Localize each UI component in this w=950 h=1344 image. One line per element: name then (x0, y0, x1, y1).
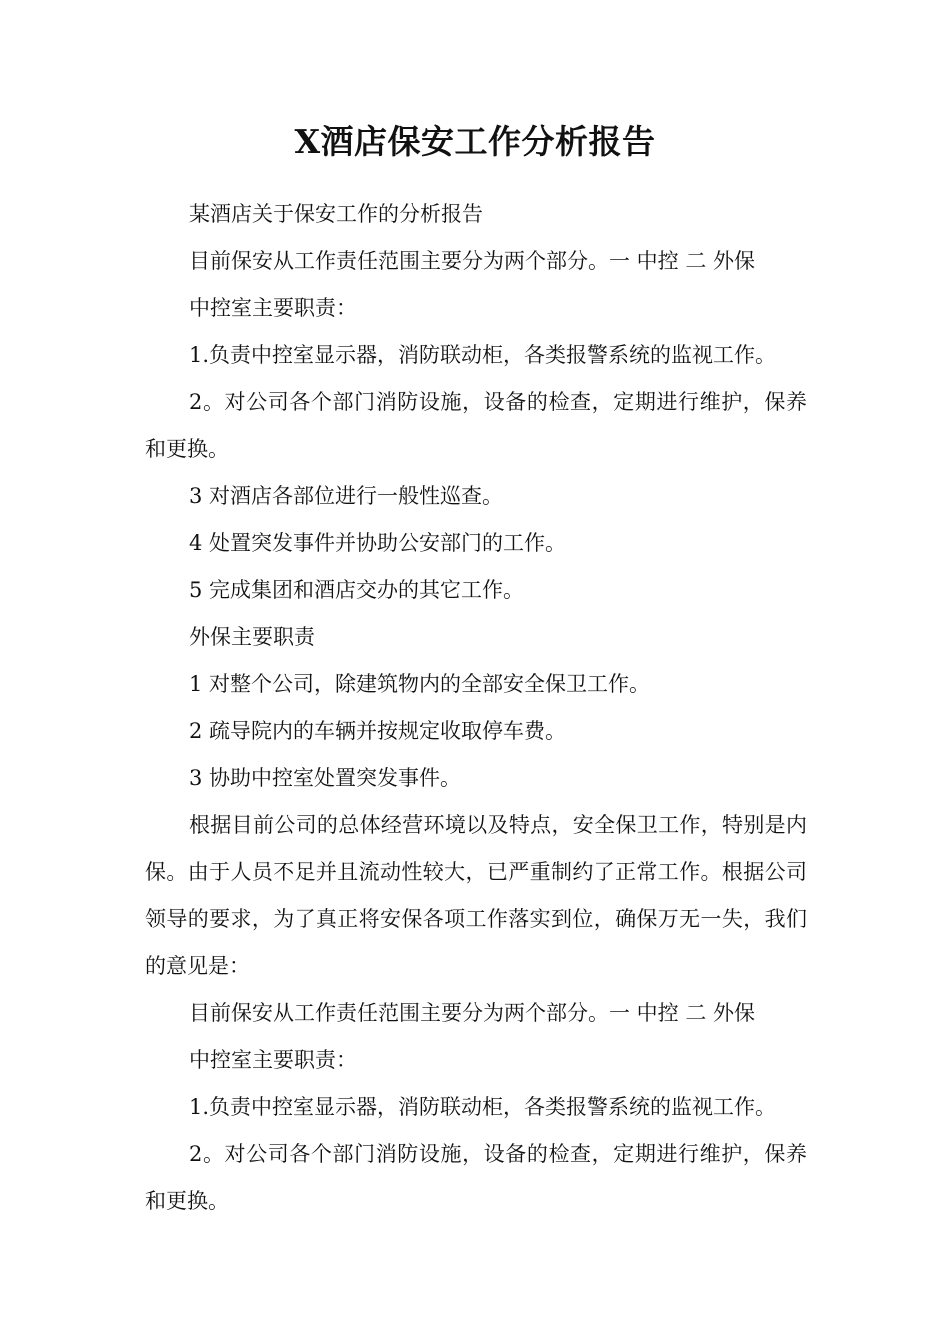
paragraph-control-room-heading: 中控室主要职责： (189, 296, 357, 320)
paragraph-control-duty-5: 5 完成集团和酒店交办的其它工作。 (189, 578, 525, 602)
paragraph-control-duty-1: 1.负责中控室显示器，消防联动柜，各类报警系统的监视工作。 (189, 343, 777, 367)
paragraph-analysis: 根据目前公司的总体经营环境以及特点，安全保卫工作，特别是内保。由于人员不足并且流动性较大，已严重制约了正常工作。根据公司领导的要求，为了真正将安保各项工作落实到位，确保万无一失，我们的意见是： (145, 813, 807, 978)
paragraph-control-duty-4: 4 处置突发事件并协助公安部门的工作。 (189, 531, 567, 555)
document-title: X酒店保安工作分析报告 (294, 122, 656, 161)
document-body (145, 191, 807, 1225)
paragraph-external-duty-1: 1 对整个公司，除建筑物内的全部安全保卫工作。 (189, 672, 651, 696)
paragraph-control-room-heading-repeat: 中控室主要职责： (189, 1048, 357, 1072)
paragraph-external-duty-3: 3 协助中控室处置突发事件。 (189, 766, 462, 790)
paragraph-control-duty-1-repeat: 1.负责中控室显示器，消防联动柜，各类报警系统的监视工作。 (189, 1095, 777, 1119)
paragraph-control-duty-2: 2。对公司各个部门消防设施，设备的检查，定期进行维护，保养和更换。 (145, 390, 807, 461)
paragraph-external-duty-2: 2 疏导院内的车辆并按规定收取停车费。 (189, 719, 567, 743)
paragraph-control-duty-3: 3 对酒店各部位进行一般性巡查。 (189, 484, 504, 508)
paragraph-scope: 目前保安从工作责任范围主要分为两个部分。一 中控 二 外保 (189, 249, 756, 273)
paragraph-scope-repeat: 目前保安从工作责任范围主要分为两个部分。一 中控 二 外保 (189, 1001, 756, 1025)
paragraph-intro: 某酒店关于保安工作的分析报告 (189, 202, 483, 226)
paragraph-control-duty-2-repeat: 2。对公司各个部门消防设施，设备的检查，定期进行维护，保养和更换。 (145, 1142, 807, 1213)
paragraph-external-heading: 外保主要职责 (189, 625, 315, 649)
